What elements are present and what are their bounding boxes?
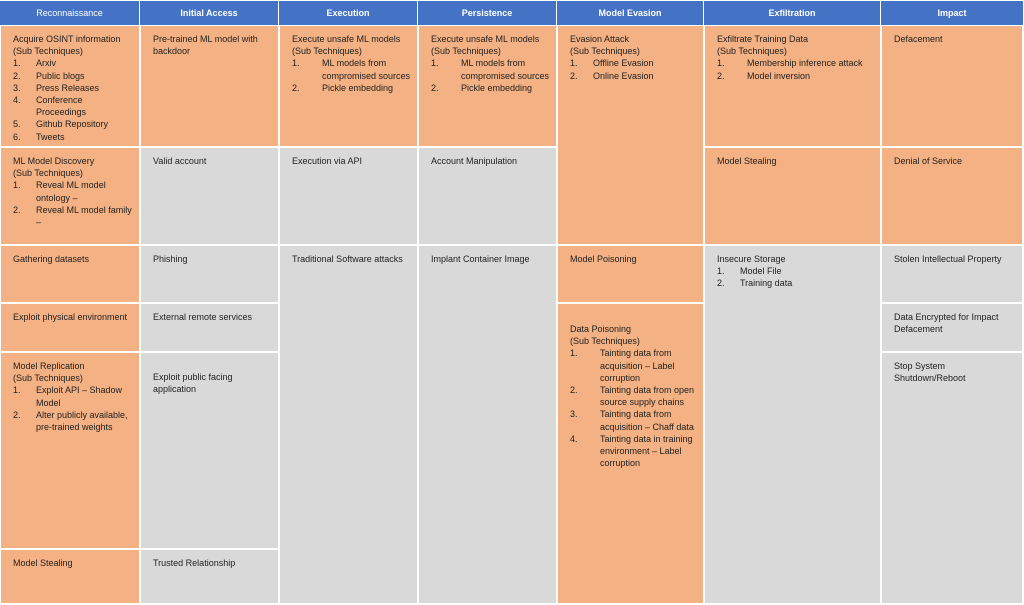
cell-title: Defacement <box>894 34 943 44</box>
cell-title: Evasion Attack <box>570 34 630 44</box>
list-item: 2. Model inversion <box>717 70 811 81</box>
cell-title: Execute unsafe ML models <box>292 34 401 44</box>
cell-model-poisoning <box>557 245 704 303</box>
cell-exploit-physical <box>0 303 140 352</box>
cell-exfiltrate-training <box>704 25 881 147</box>
cell-exec-unsafe-models <box>279 25 418 147</box>
header-model-evasion: Model Evasion <box>557 1 704 25</box>
cell-title: External remote services <box>153 312 253 322</box>
list-item: 2. Alter publicly available, pre-trained weights <box>13 409 128 433</box>
sub-technique-list <box>717 57 874 81</box>
sub-technique-list <box>13 384 133 433</box>
cell-pretrained-backdoor <box>140 25 279 147</box>
list-item: 2. Pickle embedding <box>292 82 394 93</box>
list-item: 1. Reveal ML model ontology – <box>13 180 106 203</box>
cell-trusted-relationship <box>140 549 279 604</box>
cell-title: Execution via API <box>292 156 363 166</box>
cell-model-stealing-exf <box>704 147 881 245</box>
cell-gathering-datasets <box>0 245 140 303</box>
header-execution: Execution <box>279 1 418 25</box>
cell-model-replication <box>0 352 140 549</box>
list-item: 2. Online Evasion <box>570 70 654 81</box>
list-item: 2. Pickle embedding <box>431 82 533 93</box>
sub-technique-list <box>717 265 874 289</box>
list-item: 2. Tainting data from open source supply chains <box>570 385 695 408</box>
header-persistence: Persistence <box>418 1 557 25</box>
cell-title: Stop System Shutdown/Reboot <box>894 361 966 384</box>
list-item: 3. Press Releases <box>13 82 100 93</box>
cell-title: Data Encrypted for Impact Defacement <box>894 312 999 335</box>
cell-account-manipulation <box>418 147 557 245</box>
cell-title: Acquire OSINT information <box>13 34 121 44</box>
cell-title: Gathering datasets <box>13 254 90 264</box>
cell-subtitle: (Sub Techniques) <box>431 46 501 57</box>
header-impact: Impact <box>881 1 1023 25</box>
cell-ml-model-discovery <box>0 147 140 245</box>
cell-implant-container <box>418 245 557 604</box>
cell-subtitle: (Sub Techniques) <box>13 373 83 384</box>
cell-defacement <box>881 25 1023 147</box>
cell-title: Exploit public facing application <box>153 372 233 395</box>
list-item: 6. Tweets <box>13 131 65 142</box>
cell-title: Implant Container Image <box>431 254 530 264</box>
sub-technique-list <box>431 57 550 94</box>
header-initial-access: Initial Access <box>140 1 279 25</box>
cell-subtitle: (Sub Techniques) <box>570 336 640 347</box>
sub-technique-list <box>13 179 133 228</box>
cell-model-stealing-recon <box>0 549 140 604</box>
list-item: 2. Training data <box>717 278 793 289</box>
cell-subtitle: (Sub Techniques) <box>13 46 83 57</box>
cell-title: Pre-trained ML model with backdoor <box>153 34 258 57</box>
list-item: 1. Arxiv <box>13 58 56 69</box>
cell-title: Phishing <box>153 254 188 264</box>
list-item: 5. Github Repository <box>13 119 109 130</box>
cell-title: ML Model Discovery <box>13 156 95 166</box>
cell-data-poisoning <box>557 303 704 604</box>
list-item: 4. Tainting data in training environment – Label corruption <box>570 433 693 469</box>
cell-data-encrypted <box>881 303 1023 352</box>
cell-title: Model Poisoning <box>570 254 637 264</box>
list-item: 1. Offline Evasion <box>570 58 654 69</box>
cell-title: Denial of Service <box>894 156 963 166</box>
cell-title: Exploit physical environment <box>13 312 128 322</box>
cell-evasion-attack <box>557 25 704 245</box>
cell-subtitle: (Sub Techniques) <box>292 46 362 57</box>
cell-stolen-ip <box>881 245 1023 303</box>
cell-title: Valid account <box>153 156 207 166</box>
list-item: 2. Reveal ML model family – <box>13 204 132 228</box>
cell-external-remote <box>140 303 279 352</box>
cell-subtitle: (Sub Techniques) <box>570 46 640 57</box>
cell-traditional-software <box>279 245 418 604</box>
list-item: 1. ML models from compromised sources <box>431 58 550 81</box>
cell-title: Model Replication <box>13 361 85 371</box>
sub-technique-list <box>570 347 697 469</box>
header-exfiltration: Exfiltration <box>704 1 881 25</box>
list-item: 2. Public blogs <box>13 70 85 81</box>
sub-technique-list <box>13 57 133 142</box>
header-reconnaissance: Reconnaissance <box>0 1 140 25</box>
cell-valid-account <box>140 147 279 245</box>
cell-title: Trusted Relationship <box>153 558 236 568</box>
cell-title: Insecure Storage <box>717 254 786 264</box>
list-item: 1. Exploit API – Shadow Model <box>13 385 123 408</box>
cell-exploit-public-facing <box>140 352 279 549</box>
list-item: 1. Membership inference attack <box>717 58 863 69</box>
cell-title: Execute unsafe ML models <box>431 34 540 44</box>
list-item: 1. ML models from compromised sources <box>292 58 411 81</box>
cell-acquire-osint <box>0 25 140 147</box>
cell-execution-via-api <box>279 147 418 245</box>
cell-subtitle: (Sub Techniques) <box>717 46 787 57</box>
list-item: 1. Model File <box>717 266 782 277</box>
cell-pers-unsafe-models <box>418 25 557 147</box>
cell-denial-of-service <box>881 147 1023 245</box>
cell-title: Stolen Intellectual Property <box>894 254 1002 264</box>
cell-title: Account Manipulation <box>431 156 518 166</box>
cell-phishing <box>140 245 279 303</box>
cell-subtitle: (Sub Techniques) <box>13 168 83 179</box>
list-item: 3. Tainting data from acquisition – Chaff data <box>570 409 694 432</box>
cell-title: Traditional Software attacks <box>292 254 403 264</box>
cell-title: Exfiltrate Training Data <box>717 34 809 44</box>
cell-insecure-storage <box>704 245 881 604</box>
sub-technique-list <box>570 57 697 81</box>
cell-title: Model Stealing <box>13 558 73 568</box>
cell-title: Model Stealing <box>717 156 777 166</box>
list-item: 1. Tainting data from acquisition – Label corruption <box>570 348 675 383</box>
cell-stop-system <box>881 352 1023 604</box>
sub-technique-list <box>292 57 411 94</box>
cell-title: Data Poisoning <box>570 324 632 334</box>
list-item: 4. Conference Proceedings <box>13 95 87 118</box>
